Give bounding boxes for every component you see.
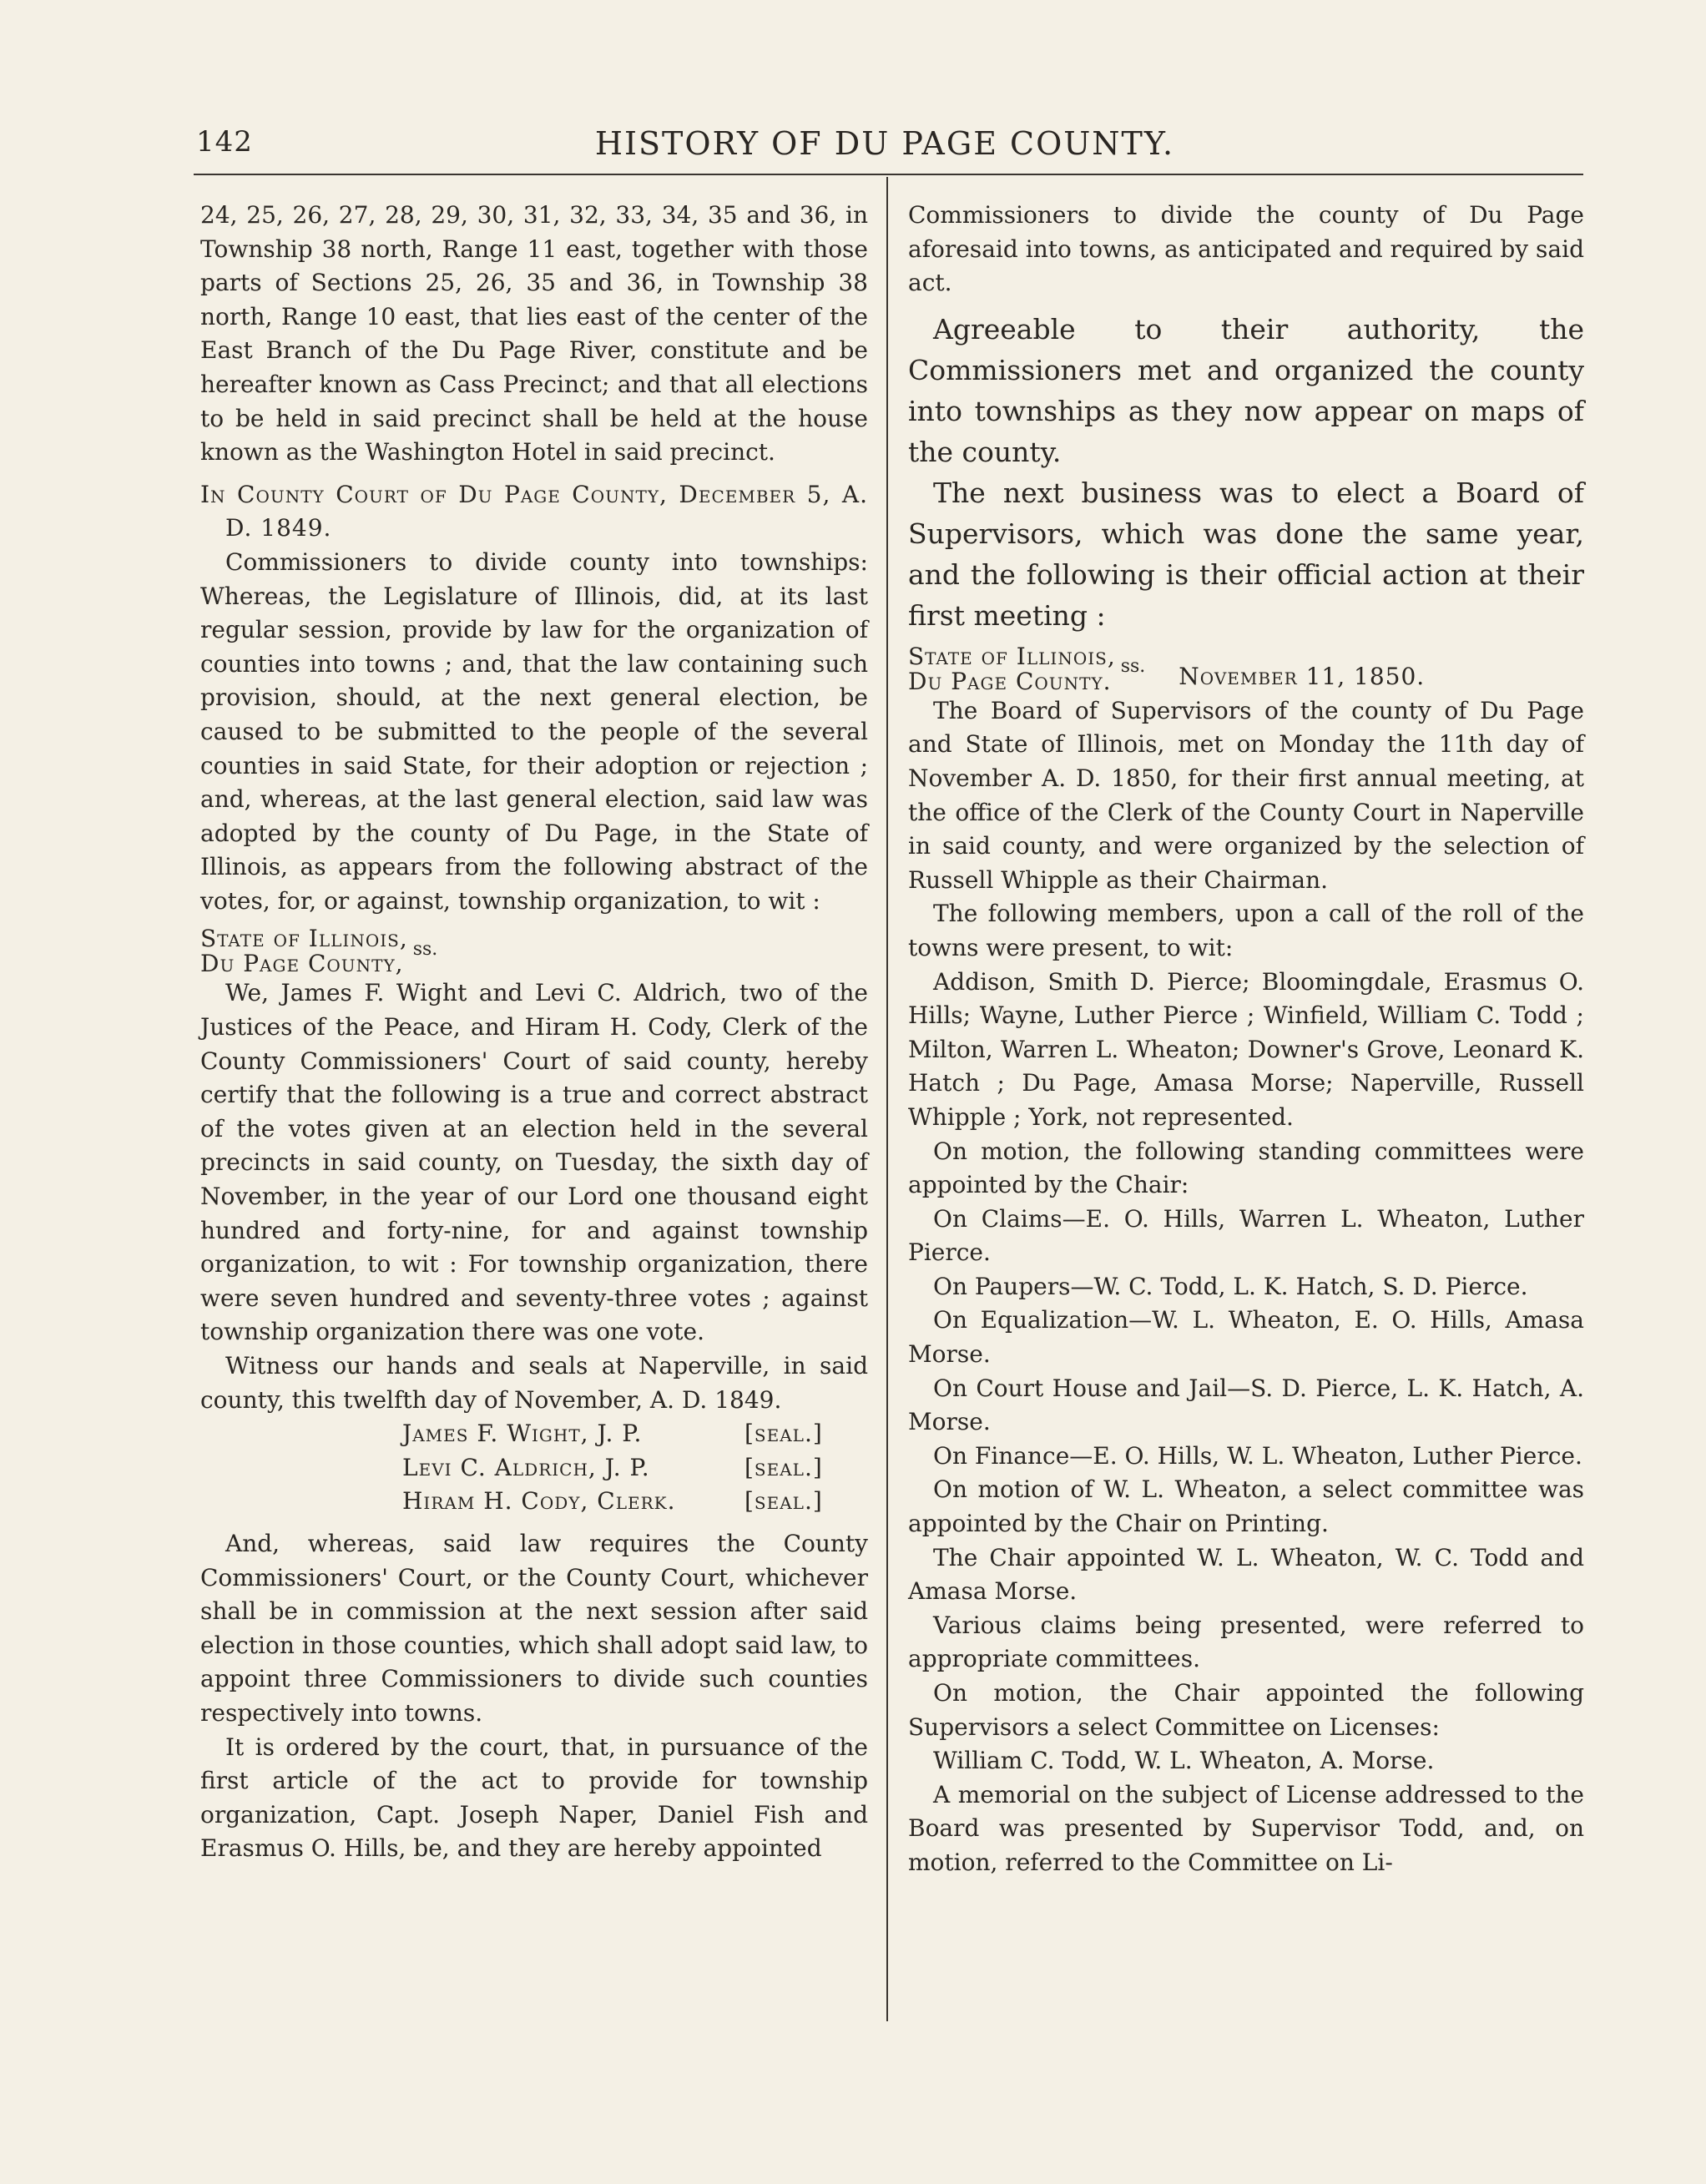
paragraph: We, James F. Wight and Levi C. Aldrich, two of the Justices of the Peace, and Hiram H. Cody, Clerk of the County Commissioners' Court of said county, hereby certify that the following is a true and correct abstract of the votes given at an election held in the several precincts in said county, on Tuesday, the sixth day of November, in the year of our Lord one thousand eight hundred and forty-nine, for and against township organization, to wit : For township organization, there were seven hundred and seventy-three votes ; against township organization there was one vote.	[200, 979, 868, 1346]
committee-entry: On Finance—E. O. Hills, W. L. Wheaton, Luther Pierce.	[933, 1441, 1582, 1470]
signature-line	[200, 1485, 868, 1519]
header-rule	[194, 174, 1583, 175]
seal-mark: [seal.]	[744, 1487, 823, 1516]
venue-state: State of Illinois,	[908, 642, 1116, 670]
paragraph: 24, 25, 26, 27, 28, 29, 30, 31, 32, 33, 34, 35 and 36, in Township 38 north, Range 11 east, together with those parts of Sections 25, 26, 35 and 36, in Township 38 north, Range 10 east, that lies east of the center of the East Branch of the Du Page River, constitute and be hereafter known as Cass Precinct; and that all elections to be held in said precinct shall be held at the house known as the Washington Hotel in said precinct.	[200, 201, 868, 467]
venue-ss: ss.	[412, 939, 438, 961]
paragraph: On motion, the following standing committees were appointed by the Chair:	[908, 1137, 1584, 1199]
signature-line	[200, 1417, 868, 1451]
paragraph: On motion, the Chair appointed the following Supervisors a select Committee on Licenses:	[908, 1679, 1584, 1741]
signatory-name: Hiram H. Cody, Clerk.	[402, 1487, 676, 1516]
venue-block	[200, 926, 868, 976]
paragraph: Commissioners to divide the county of Du Page aforesaid into towns, as anticipated and required by said act.	[908, 201, 1584, 297]
seal-mark: [seal.]	[744, 1453, 823, 1481]
paragraph: The Chair appointed W. L. Wheaton, W. C. Todd and Amasa Morse.	[908, 1543, 1584, 1606]
signature-line	[200, 1451, 868, 1485]
column-divider	[886, 177, 888, 2021]
right-column	[908, 199, 1584, 1880]
paragraph: Addison, Smith D. Pierce; Bloomingdale, Erasmus O. Hills; Wayne, Luther Pierce ; Winfield, William C. Todd ; Milton, Warren L. Wheaton; Downer's Grove, Leonard K. Hatch ; Du Page, Amasa Morse; Naperville, Russell Whipple ; York, not represented.	[908, 967, 1584, 1131]
paragraph: The following members, upon a call of the roll of the towns were present, to wit:	[908, 900, 1584, 961]
paragraph: On motion of W. L. Wheaton, a select committee was appointed by the Chair on Printing.	[908, 1475, 1584, 1538]
paragraph-large: Agreeable to their authority, the Commissioners met and organized the county into townships as they now appear on maps of the county.	[908, 312, 1584, 468]
paragraph: It is ordered by the court, that, in pursuance of the first article of the act to provide for township organization, Capt. Joseph Naper, Daniel Fish and Erasmus O. Hills, be, and they are hereby appointed	[200, 1733, 868, 1863]
committee-entry: On Equalization—W. L. Wheaton, E. O. Hills, Amasa Morse.	[908, 1306, 1584, 1369]
venue-block	[908, 644, 1584, 694]
paragraph-large: The next business was to elect a Board of Supervisors, which was done the same year, and the following is their official action at their first meeting :	[908, 476, 1584, 632]
paragraph: William C. Todd, W. L. Wheaton, A. Morse.	[933, 1747, 1435, 1775]
paragraph: Various claims being presented, were referred to appropriate committees.	[908, 1611, 1584, 1673]
venue-county: Du Page County.	[908, 667, 1112, 695]
meeting-date: November 11, 1850.	[1179, 663, 1426, 691]
court-heading: In County Court of Du Page County, December 5, A. D. 1849.	[200, 480, 868, 542]
running-title: HISTORY OF DU PAGE COUNTY.	[594, 125, 1175, 162]
seal-mark: [seal.]	[744, 1420, 823, 1448]
paragraph: The Board of Supervisors of the county of Du Page and State of Illinois, met on Monday the 11th day of November A. D. 1850, for their first annual meeting, at the office of the Clerk of the County Court in Naperville in said county, and were organized by the selection of Russell Whipple as their Chairman.	[908, 696, 1584, 894]
paragraph: A memorial on the subject of License addressed to the Board was presented by Supervisor Todd, and, on motion, referred to the Committee on Li-	[908, 1780, 1584, 1876]
signatory-name: James F. Wight, J. P.	[402, 1420, 643, 1448]
paragraph: Witness our hands and seals at Naperville, in said county, this twelfth day of November, A. D. 1849.	[200, 1352, 868, 1414]
venue-county: Du Page County,	[200, 950, 404, 978]
signatory-name: Levi C. Aldrich, J. P.	[402, 1453, 650, 1481]
venue-state: State of Illinois,	[200, 925, 408, 953]
committee-entry: On Claims—E. O. Hills, Warren L. Wheaton, Luther Pierce.	[908, 1204, 1584, 1267]
venue-ss: ss.	[1120, 656, 1146, 678]
page-number: 142	[196, 125, 253, 159]
paragraph: And, whereas, said law requires the County Commissioners' Court, or the County Court, whichever shall be in commission at the next session after said election in those counties, which shall adopt said law, to appoint three Commissioners to divide such counties respectively into towns.	[200, 1529, 868, 1727]
committee-entry: On Paupers—W. C. Todd, L. K. Hatch, S. D. Pierce.	[933, 1272, 1528, 1300]
committee-entry: On Court House and Jail—S. D. Pierce, L. K. Hatch, A. Morse.	[908, 1374, 1584, 1436]
paragraph: Commissioners to divide county into townships: Whereas, the Legislature of Illinois, did, at its last regular session, provide by law for the organization of counties into towns ; and, that the law containing such provision, should, at the next general election, be caused to be submitted to the people of the several counties in said State, for their adoption or rejection ; and, whereas, at the last general election, said law was adopted by the county of Du Page, in the State of Illinois, as appears from the following abstract of the votes, for, or against, township organization, to wit :	[200, 547, 868, 915]
left-column	[200, 199, 868, 1866]
